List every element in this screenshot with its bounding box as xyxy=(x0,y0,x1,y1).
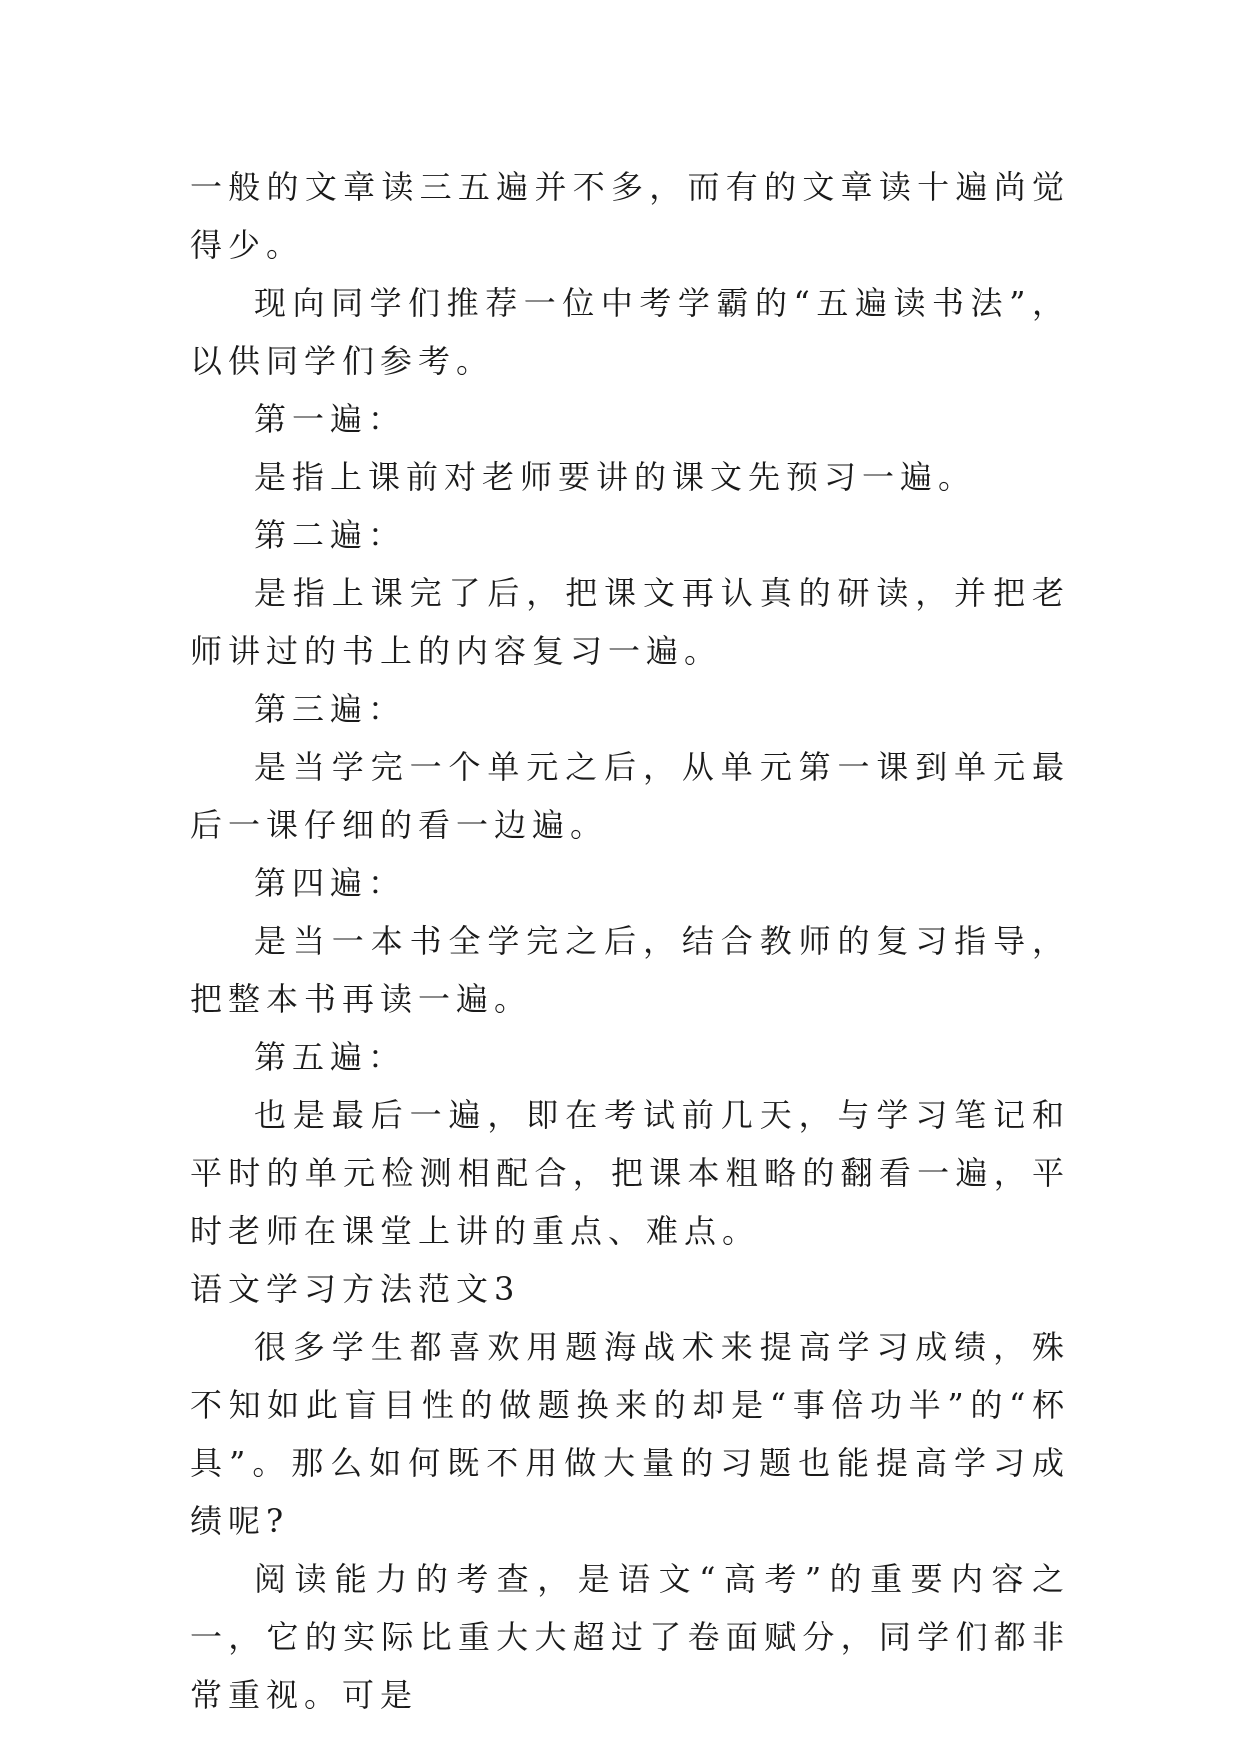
paragraph: 是当一本书全学完之后，结合教师的复习指导，把整本书再读一遍。 xyxy=(190,922,1070,1018)
step-heading: 第三遍： xyxy=(254,690,407,728)
paragraph: 是指上课完了后，把课文再认真的研读，并把老师讲过的书上的内容复习一遍。 xyxy=(190,574,1070,670)
paragraph: 阅读能力的考查，是语文“高考”的重要内容之一，它的实际比重大大超过了卷面赋分，同学们都非常重视。可是 xyxy=(190,1560,1070,1714)
paragraph: 很多学生都喜欢用题海战术来提高学习成绩，殊不知如此盲目性的做题换来的却是“事倍功半”的“杯具”。那么如何既不用做大量的习题也能提高学习成绩呢? xyxy=(190,1328,1070,1540)
section-heading: 语文学习方法范文3 xyxy=(190,1270,521,1308)
paragraph: 一般的文章读三五遍并不多，而有的文章读十遍尚觉得少。 xyxy=(190,168,1070,264)
step-heading: 第二遍： xyxy=(254,516,407,554)
document-body xyxy=(190,158,1070,1724)
paragraph: 现向同学们推荐一位中考学霸的“五遍读书法”，以供同学们参考。 xyxy=(190,284,1070,380)
step-heading: 第五遍： xyxy=(254,1038,407,1076)
paragraph: 是指上课前对老师要讲的课文先预习一遍。 xyxy=(254,458,977,496)
paragraph: 是当学完一个单元之后，从单元第一课到单元最后一课仔细的看一边遍。 xyxy=(190,748,1070,844)
paragraph: 也是最后一遍，即在考试前几天，与学习笔记和平时的单元检测相配合，把课本粗略的翻看一遍，平时老师在课堂上讲的重点、难点。 xyxy=(190,1096,1070,1250)
step-heading: 第四遍： xyxy=(254,864,407,902)
step-heading: 第一遍： xyxy=(254,400,407,438)
